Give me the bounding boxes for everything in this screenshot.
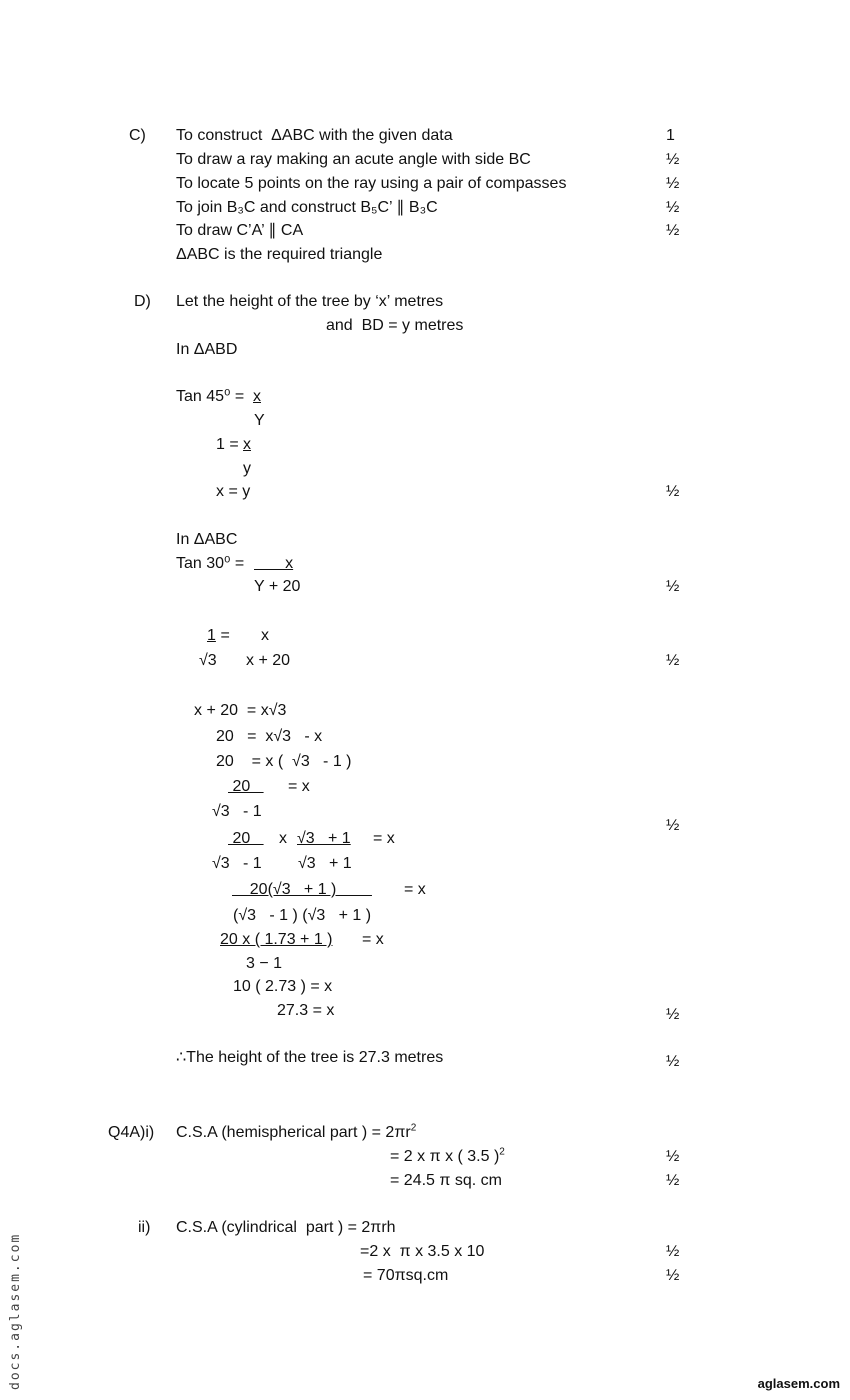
q4-i-line-3: = 24.5 π sq. cm (390, 1172, 502, 1189)
part-c-label: C) (129, 127, 146, 144)
one-eq-denominator: y (243, 460, 251, 477)
step-4-denominator: √3 - 1 (212, 803, 262, 820)
mark: ½ (666, 483, 680, 500)
brand-footer: aglasem.com (757, 1376, 840, 1391)
mark: ½ (666, 652, 680, 669)
q4-i-line-1: C.S.A (hemispherical part ) = $2\pi r^2$ (176, 1122, 417, 1141)
frac-x: x (261, 627, 269, 644)
step-6-denominator: (√3 - 1 ) (√3 + 1 ) (233, 907, 372, 924)
tan30-label: Tan 30⁰ = (176, 555, 249, 572)
mark: ½ (666, 1006, 680, 1023)
step-4-numerator: 20 (228, 778, 264, 795)
mark: 1 (666, 127, 675, 144)
tan45-numerator: x (253, 388, 261, 405)
part-c-line-1: To construct ΔABC with the given data (176, 127, 453, 144)
x-equals-y: x = y (216, 483, 251, 500)
mark: ½ (666, 222, 680, 239)
tan30-numerator: x (254, 555, 294, 572)
q4-ii-line-3: = 70πsq.cm (363, 1267, 449, 1284)
tan30-denominator: Y + 20 (254, 578, 301, 595)
mark: ½ (666, 1053, 680, 1070)
step-8: 10 ( 2.73 ) = x (233, 978, 333, 995)
triangle-abd: In ΔABD (176, 341, 238, 358)
frac-one: 1 (207, 627, 216, 644)
step-5-numerator-1: 20 (228, 830, 264, 847)
q4-ii-line-2: =2 x π x 3.5 x 10 (360, 1243, 485, 1260)
one-eq-numerator: x (243, 436, 251, 453)
step-6-numerator: 20(√3 + 1 ) (232, 881, 372, 898)
step-4-equals: = x (288, 778, 310, 795)
step-2: 20 = x√3 - x (216, 728, 323, 745)
step-5-denominator-2: √3 + 1 (298, 855, 352, 872)
part-d-intro-1: Let the height of the tree by ‘x’ metres (176, 293, 444, 310)
part-c-line-2: To draw a ray making an acute angle with side BC (176, 151, 531, 168)
mark: ½ (666, 1148, 680, 1165)
q4-ii-label: ii) (138, 1219, 151, 1236)
step-7-denominator: 3 − 1 (246, 955, 283, 972)
step-7-equals: = x (362, 931, 384, 948)
frac-x-plus-20: x + 20 (246, 652, 291, 669)
tan45-label: Tan 45⁰ = (176, 388, 249, 405)
part-d-intro-2: and BD = y metres (326, 317, 464, 334)
step-5-numerator-2: √3 + 1 (297, 830, 351, 847)
part-c-line-3: To locate 5 points on the ray using a pair of compasses (176, 175, 567, 192)
mark: ½ (666, 151, 680, 168)
step-6-equals: = x (404, 881, 426, 898)
q4-i-line-2: = 2 x π x ( 3.5 )$^2$ (390, 1146, 505, 1165)
watermark: docs.aglasem.com (8, 1232, 23, 1390)
step-5-denominator-1: √3 - 1 (212, 855, 262, 872)
part-c-line-5: To draw C’A’ ∥ CA (176, 222, 304, 239)
step-1: x + 20 = x√3 (194, 702, 287, 719)
mark: ½ (666, 199, 680, 216)
mark: ½ (666, 578, 680, 595)
mark: ½ (666, 817, 680, 834)
step-5-multiply: x (279, 830, 287, 847)
mark: ½ (666, 175, 680, 192)
tan45-denominator: Y (254, 412, 265, 429)
mark: ½ (666, 1267, 680, 1284)
conclusion: ∴The height of the tree is 27.3 metres (176, 1049, 444, 1066)
one-eq-label: 1 = (216, 436, 244, 453)
triangle-abc: In ΔABC (176, 531, 238, 548)
step-5-equals: = x (373, 830, 395, 847)
frac-equals: = (216, 627, 230, 644)
part-c-line-6: ΔABC is the required triangle (176, 246, 383, 263)
q4-i-label: Q4A)i) (108, 1124, 155, 1141)
frac-sqrt3: √3 (199, 652, 217, 669)
step-7-numerator: 20 x ( 1.73 + 1 ) (220, 931, 333, 948)
mark: ½ (666, 1243, 680, 1260)
q4-ii-line-1: C.S.A (cylindrical part ) = 2πrh (176, 1219, 396, 1236)
part-c-line-4: To join B₃C and construct B₅C’ ∥ B₃C (176, 199, 438, 216)
mark: ½ (666, 1172, 680, 1189)
part-d-label: D) (134, 293, 151, 310)
step-9: 27.3 = x (277, 1002, 335, 1019)
step-3: 20 = x ( √3 - 1 ) (216, 753, 352, 770)
